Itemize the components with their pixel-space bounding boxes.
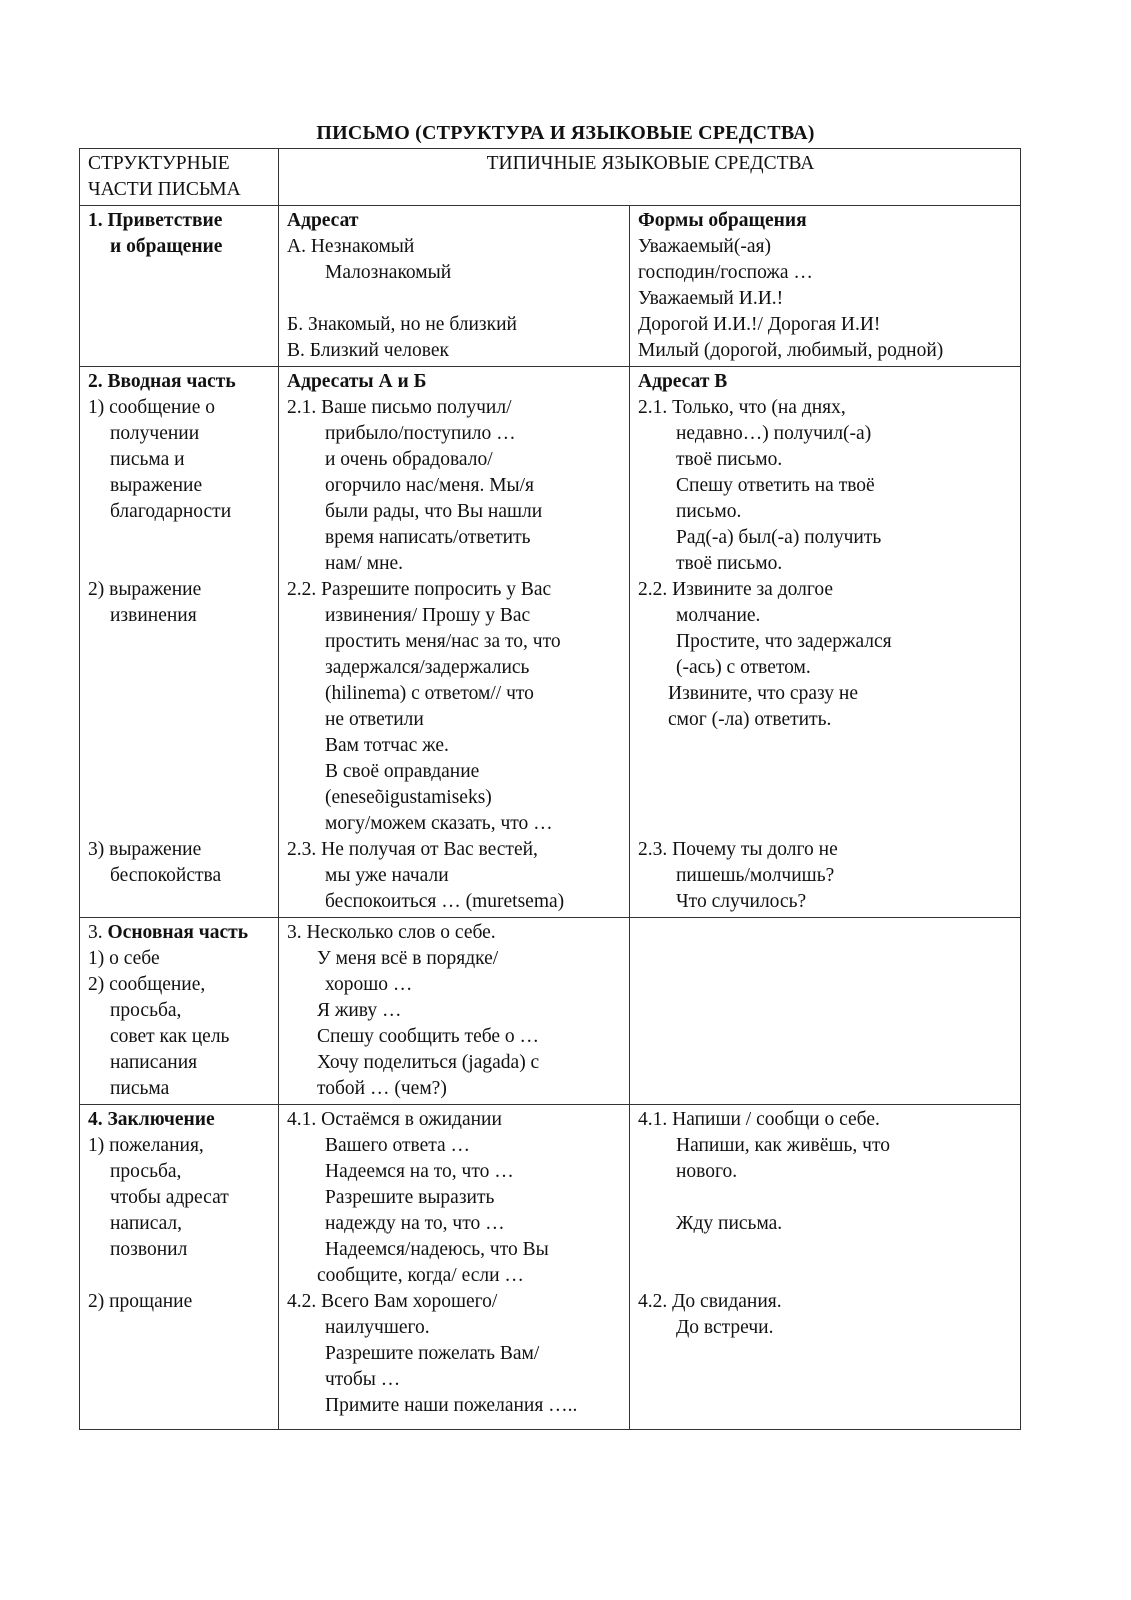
cell-line: господин/госпожа … <box>638 262 813 283</box>
cell-line: могу/можем сказать, что … <box>325 813 553 834</box>
cell-line <box>88 811 272 837</box>
cell-line: 2.3. Не получая от Вас вестей, <box>287 839 538 860</box>
cell-line: получении <box>110 423 200 444</box>
formal-means-cell <box>279 206 630 367</box>
cell-line: 2.2. Разрешите попросить у Вас <box>287 579 552 600</box>
cell-line: (hilinema) с ответом// что <box>325 683 534 704</box>
cell-line: пишешь/молчишь? <box>676 865 835 886</box>
cell-line: 1) сообщение о <box>88 397 216 418</box>
cell-line: 3) выражение <box>88 839 202 860</box>
cell-line: 2.2. Извините за долгое <box>638 579 834 600</box>
cell-line: письма <box>110 1078 170 1099</box>
cell-line: 4.2. Всего Вам хорошего/ <box>287 1291 498 1312</box>
header-col2-text: ТИПИЧНЫЕ ЯЗЫКОВЫЕ СРЕДСТВА <box>486 153 815 174</box>
cell-line: твоё письмо. <box>676 553 783 574</box>
cell-line <box>88 655 272 681</box>
cell-line <box>88 1263 272 1289</box>
cell-line <box>88 759 272 785</box>
cell-line: Примите наши пожелания ….. <box>325 1395 578 1416</box>
cell-line: извинения/ Прошу у Вас <box>325 605 531 626</box>
informal-means-cell <box>630 206 1021 367</box>
cell-line: 1) о себе <box>88 948 160 969</box>
cell-line: наилучшего. <box>325 1317 430 1338</box>
header-col1-line: СТРУКТУРНЫЕ <box>88 153 230 174</box>
cell-line: просьба, <box>110 1161 182 1182</box>
formal-means-cell <box>279 918 630 1105</box>
cell-line: 2) сообщение, <box>88 974 206 995</box>
structural-part-cell <box>80 1105 279 1430</box>
cell-line: 4. Заключение <box>88 1109 215 1130</box>
cell-line: прибыло/поступило … <box>325 423 516 444</box>
cell-line <box>638 1185 1014 1211</box>
cell-line: Что случилось? <box>676 891 807 912</box>
cell-line: хорошо … <box>325 974 413 995</box>
cell-line <box>287 286 623 312</box>
formal-means-cell <box>279 367 630 918</box>
cell-line: Простите, что задержался <box>676 631 892 652</box>
cell-line: Адресат В <box>638 371 728 392</box>
cell-line: сообщите, когда/ если … <box>317 1265 524 1286</box>
cell-line: До встречи. <box>676 1317 774 1338</box>
cell-line: Разрешите выразить <box>325 1187 495 1208</box>
informal-means-cell <box>630 1105 1021 1430</box>
cell-line <box>638 811 1014 837</box>
cell-line: Хочу поделиться (jagada) с <box>317 1052 540 1073</box>
cell-line: 2. Вводная часть <box>88 371 236 392</box>
structural-part-cell <box>80 206 279 367</box>
cell-line: беспокойства <box>110 865 222 886</box>
cell-line: время написать/ответить <box>325 527 531 548</box>
cell-line: недавно…) получил(-а) <box>676 423 872 444</box>
cell-line: тобой … (чем?) <box>317 1078 447 1099</box>
cell-line: простить меня/нас за то, что <box>325 631 561 652</box>
cell-line: 1) пожелания, <box>88 1135 204 1156</box>
cell-line: Надеемся/надеюсь, что Вы <box>325 1239 549 1260</box>
cell-line: совет как цель <box>110 1026 230 1047</box>
cell-line: и очень обрадовало/ <box>325 449 493 470</box>
cell-line <box>638 785 1014 811</box>
cell-line: 2.1. Только, что (на днях, <box>638 397 846 418</box>
cell-line: Извините, что сразу не <box>668 683 858 704</box>
cell-line: беспокоиться … (muretsema) <box>325 891 565 912</box>
cell-line <box>638 733 1014 759</box>
cell-line: чтобы адресат <box>110 1187 229 1208</box>
cell-line: В. Близкий человек <box>287 340 449 361</box>
cell-line <box>88 525 272 551</box>
informal-means-cell <box>630 918 1021 1105</box>
cell-line: молчание. <box>676 605 761 626</box>
cell-line: Уважаемый(-ая) <box>638 236 771 257</box>
cell-line <box>638 1263 1014 1289</box>
header-language-means <box>279 149 1021 206</box>
cell-line: Спешу сообщить тебе о … <box>317 1026 540 1047</box>
cell-line: Малознакомый <box>325 262 452 283</box>
cell-line: 4.1. Напиши / сообщи о себе. <box>638 1109 880 1130</box>
cell-line: Жду письма. <box>676 1213 783 1234</box>
cell-line <box>88 733 272 759</box>
cell-line: 2) выражение <box>88 579 202 600</box>
cell-line: Адресаты А и Б <box>287 371 427 392</box>
cell-line: 4.2. До свидания. <box>638 1291 782 1312</box>
cell-line: В своё оправдание <box>325 761 480 782</box>
cell-line: 1. Приветствие <box>88 210 223 231</box>
header-col1-line: ЧАСТИ ПИСЬМА <box>88 179 241 200</box>
cell-line: Формы обращения <box>638 210 807 231</box>
cell-line: 2.3. Почему ты долго не <box>638 839 838 860</box>
cell-line: 2) прощание <box>88 1291 193 1312</box>
structural-part-cell <box>80 367 279 918</box>
structural-part-cell <box>80 918 279 1105</box>
cell-line: написания <box>110 1052 198 1073</box>
cell-line: надежду на то, что … <box>325 1213 505 1234</box>
cell-line <box>88 551 272 577</box>
cell-line: Разрешите пожелать Вам/ <box>325 1343 540 1364</box>
page-title: ПИСЬМО (СТРУКТУРА И ЯЗЫКОВЫЕ СРЕДСТВА) <box>316 122 815 144</box>
cell-line: Рад(-а) был(-а) получить <box>676 527 882 548</box>
row-introduction <box>80 367 1021 918</box>
cell-line: 3. Несколько слов о себе. <box>287 922 496 943</box>
cell-line: 4.1. Остаёмся в ожидании <box>287 1109 502 1130</box>
cell-line: Дорогой И.И.!/ Дорогая И.И! <box>638 314 881 335</box>
cell-line: Вам тотчас же. <box>325 735 449 756</box>
cell-line: написал, <box>110 1213 183 1234</box>
cell-line: письмо. <box>676 501 742 522</box>
cell-line <box>638 759 1014 785</box>
cell-line: 2.1. Ваше письмо получил/ <box>287 397 512 418</box>
cell-line <box>88 785 272 811</box>
header-structural-parts <box>80 149 279 206</box>
cell-line <box>88 681 272 707</box>
cell-line: и обращение <box>110 236 223 257</box>
cell-line: задержался/задержались <box>325 657 530 678</box>
cell-line: позвонил <box>110 1239 188 1260</box>
cell-line: Надеемся на то, что … <box>325 1161 514 1182</box>
formal-means-cell <box>279 1105 630 1430</box>
cell-line: благодарности <box>110 501 232 522</box>
cell-line: письма и <box>110 449 185 470</box>
cell-line: Я живу … <box>317 1000 402 1021</box>
cell-line <box>88 707 272 733</box>
cell-line: Вашего ответа … <box>325 1135 471 1156</box>
informal-means-cell <box>630 367 1021 918</box>
cell-line: А. Незнакомый <box>287 236 415 257</box>
cell-line: были рады, что Вы нашли <box>325 501 543 522</box>
header-row <box>80 149 1021 206</box>
cell-line: просьба, <box>110 1000 182 1021</box>
letter-structure-table <box>79 148 1021 1430</box>
cell-line: выражение <box>110 475 203 496</box>
cell-line: твоё письмо. <box>676 449 783 470</box>
cell-line: (eneseõigustamiseks) <box>325 787 492 808</box>
cell-line: Уважаемый И.И.! <box>638 288 784 309</box>
cell-line: извинения <box>110 605 197 626</box>
cell-line: смог (-ла) ответить. <box>668 709 832 730</box>
row-greeting <box>80 206 1021 367</box>
cell-line: мы уже начали <box>325 865 449 886</box>
cell-line: У меня всё в порядке/ <box>317 948 499 969</box>
cell-line: не ответили <box>325 709 424 730</box>
row-conclusion <box>80 1105 1021 1430</box>
cell-line: 3. Основная часть <box>88 922 249 943</box>
cell-line: нам/ мне. <box>325 553 404 574</box>
cell-line: Адресат <box>287 210 359 231</box>
cell-line: (-ась) с ответом. <box>676 657 811 678</box>
row-main-part <box>80 918 1021 1105</box>
cell-line-bold: Основная часть <box>107 922 249 943</box>
cell-line <box>88 629 272 655</box>
cell-line: чтобы … <box>325 1369 401 1390</box>
cell-line: нового. <box>676 1161 738 1182</box>
cell-line <box>638 1237 1014 1263</box>
cell-line: Спешу ответить на твоё <box>676 475 875 496</box>
cell-line: Б. Знакомый, но не близкий <box>287 314 517 335</box>
cell-line: Напиши, как живёшь, что <box>676 1135 890 1156</box>
cell-line: Милый (дорогой, любимый, родной) <box>638 340 944 361</box>
cell-line: огорчило нас/меня. Мы/я <box>325 475 535 496</box>
